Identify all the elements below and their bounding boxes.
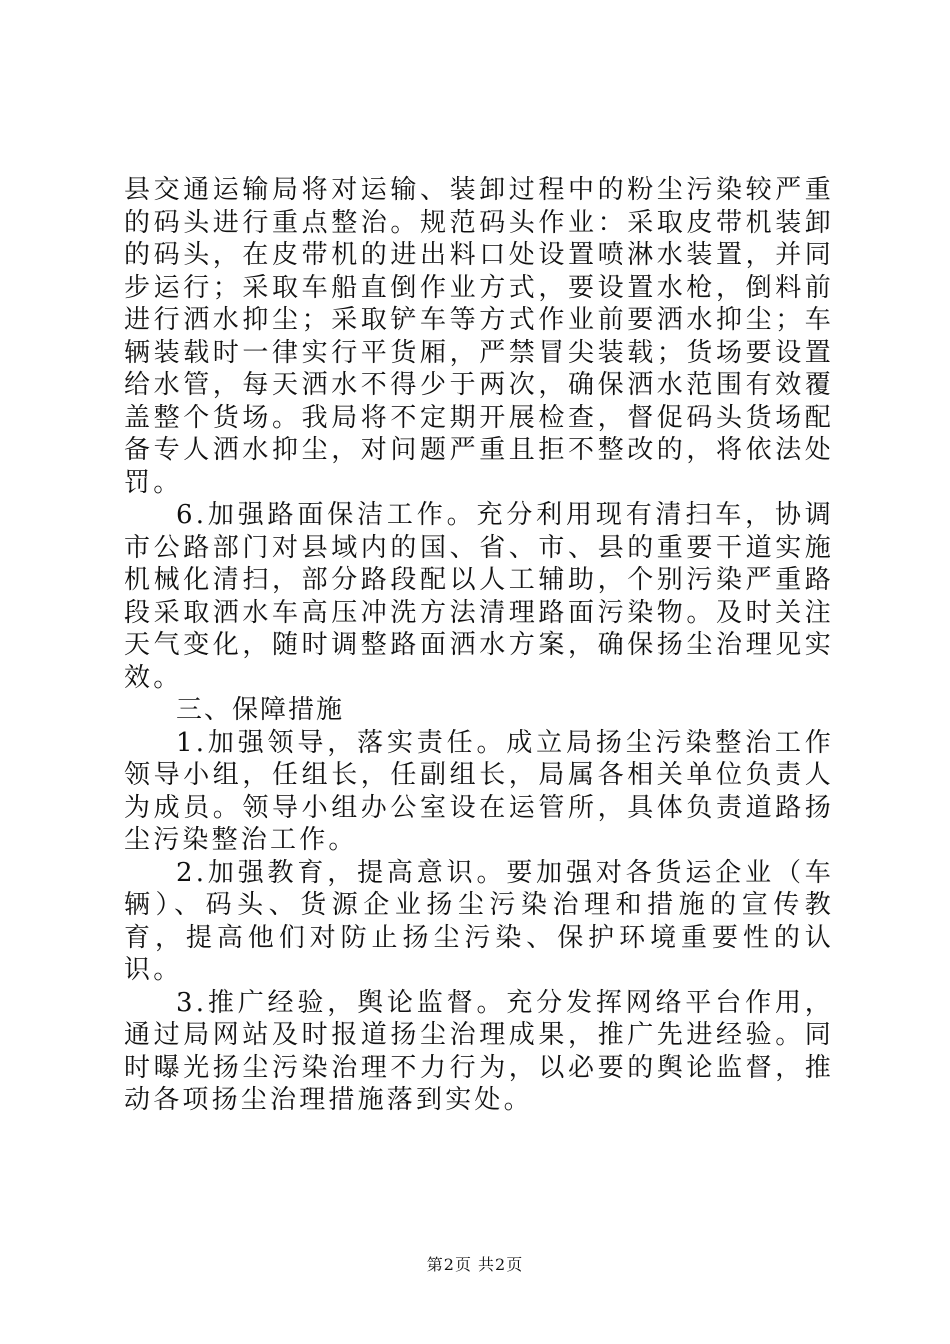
section-heading-safeguards: 三、保障措施 [176, 695, 345, 725]
paragraph-publicity: 3.推广经验，舆论监督。充分发挥网络平台作用，通过局网站及时报道扬尘治理成果，推广先进经验。同时曝光扬尘污染治理不力行为，以必要的舆论监督，推动各项扬尘治理措施落到实处。 [124, 987, 834, 1115]
paragraph-leadership: 1.加强领导，落实责任。成立局扬尘污染整治工作领导小组，任组长，任副组长，局属各相关单位负责人为成员。领导小组办公室设在运管所，具体负责道路扬尘污染整治工作。 [124, 727, 834, 855]
paragraph-education: 2.加强教育，提高意识。要加强对各货运企业（车辆）、码头、货源企业扬尘污染治理和措施的宣传教育，提高他们对防止扬尘污染、保护环境重要性的认识。 [124, 857, 834, 985]
paragraph-dock-remediation: 县交通运输局将对运输、装卸过程中的粉尘污染较严重的码头进行重点整治。规范码头作业：采取皮带机装卸的码头，在皮带机的进出料口处设置喷淋水装置，并同步运行；采取车船直倒作业方式，要设置水枪，倒料前进行洒水抑尘；采取铲车等方式作业前要洒水抑尘；车辆装载时一律实行平货厢，严禁冒尖装载；货场要设置给水管，每天洒水不得少于两次，确保洒水范围有效覆盖整个货场。我局将不定期开展检查，督促码头货场配备专人洒水抑尘，对问题严重且拒不整改的，将依法处罚。 [124, 175, 834, 498]
page-number-footer: 第2页 共2页 [426, 1255, 524, 1274]
document-body [124, 174, 834, 1117]
paragraph-road-cleaning: 6.加强路面保洁工作。充分利用现有清扫车，协调市公路部门对县域内的国、省、市、县的重要干道实施机械化清扫，部分路段配以人工辅助，个别污染严重路段采取洒水车高压冲洗方法清理路面污染物。及时关注天气变化，随时调整路面洒水方案，确保扬尘治理见实效。 [124, 500, 834, 693]
